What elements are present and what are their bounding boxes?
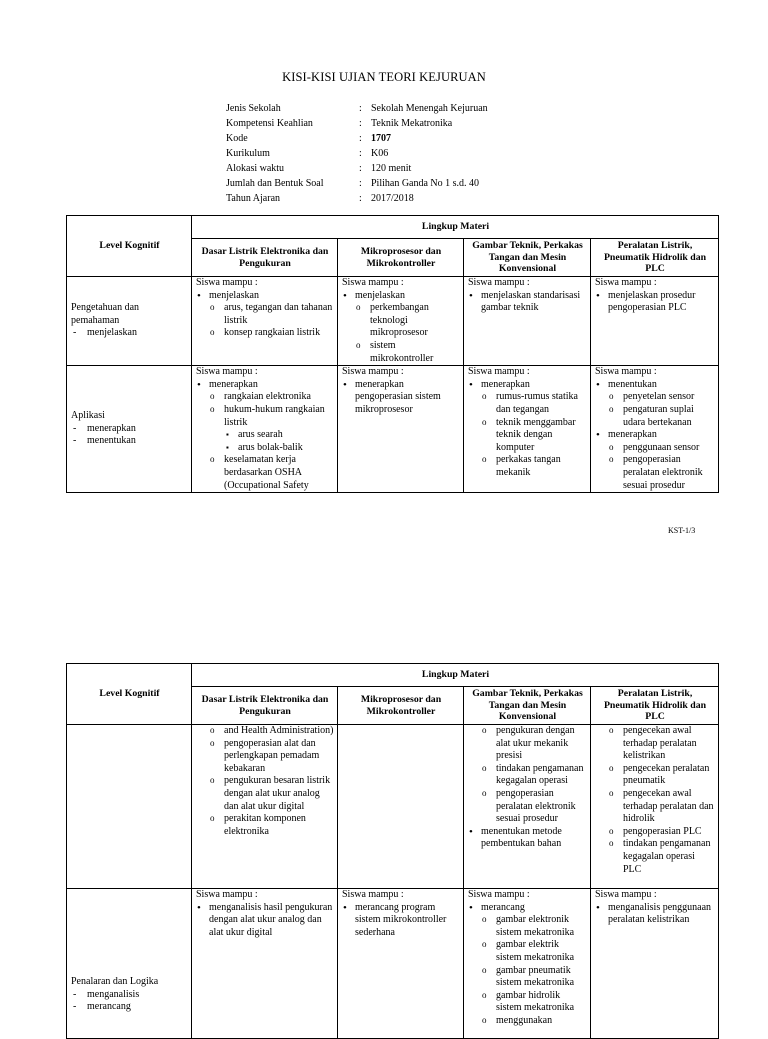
sub-bullet-item: o perakitan komponen elektronika: [196, 813, 334, 838]
sub-bullet-item: o sistem mikrokontroller: [342, 340, 460, 365]
meta-row: [226, 116, 488, 131]
level-cell: [67, 889, 192, 1039]
sub-bullet-item: o konsep rangkaian listrik: [196, 327, 334, 340]
intro-text: Siswa mampu :: [595, 366, 657, 378]
level-cell: [67, 725, 192, 889]
meta-colon: :: [359, 193, 362, 204]
meta-colon: :: [359, 148, 362, 159]
level-sub-item: - menjelaskan: [73, 327, 137, 339]
meta-key: Kurikulum: [226, 148, 270, 159]
materi-cell: [338, 366, 464, 493]
sub-bullet-item: o hukum-hukum rangkaian listrik: [196, 404, 334, 429]
intro-text: Siswa mampu :: [342, 277, 404, 288]
meta-value: 1707: [371, 133, 391, 144]
sub-bullet-item: o gambar elektronik sistem mekatronika: [468, 914, 587, 939]
meta-key: Jenis Sekolah: [226, 103, 281, 114]
meta-value: K06: [371, 148, 389, 159]
bullet-item: • merancang program sistem mikrokontroller sederhana: [342, 902, 460, 940]
bullet-item: • menerapkan pengoperasian sistem mikroprosesor: [342, 379, 460, 417]
col-header-peralatan-listrik: Peralatan Listrik, Pneumatik Hidrolik dan PLC: [591, 239, 719, 277]
bullet-item: • menentukan metode pembentukan bahan: [468, 826, 587, 851]
level-title: Pengetahuan dan pemahaman: [71, 302, 140, 326]
meta-key: Tahun Ajaran: [226, 193, 281, 204]
materi-cell: [591, 366, 719, 493]
meta-key: Jumlah dan Bentuk Soal: [226, 178, 324, 189]
col-header-mikroprosesor: Mikroprosesor dan Mikrokontroller: [338, 239, 464, 277]
row-pengetahuan: [67, 277, 719, 366]
sub-bullet-item: o tindakan pengamanan kegagalan operasi PLC: [595, 838, 715, 876]
materi-cell: [338, 725, 464, 889]
meta-row: [226, 101, 488, 116]
materi-cell: [192, 277, 338, 366]
bullet-item: • menerapkan: [595, 429, 715, 442]
bullet-item: • merancang: [468, 902, 587, 915]
materi-cell: [192, 366, 338, 493]
col-header-dasar-listrik: Dasar Listrik Elektronika dan Pengukuran: [192, 239, 338, 277]
sub-bullet-item: o gambar pneumatik sistem mekatronika: [468, 965, 587, 990]
intro-text: Siswa mampu :: [468, 366, 530, 378]
sub-sub-bullet-item: ▪ arus bolak-balik: [196, 442, 334, 455]
materi-cell: [591, 725, 719, 889]
intro-text: Siswa mampu :: [342, 366, 404, 378]
sub-bullet-item: o gambar elektrik sistem mekatronika: [468, 939, 587, 964]
materi-cell: [464, 725, 591, 889]
level-kognitif-header: Level Kognitif: [67, 664, 192, 725]
materi-cell: [464, 366, 591, 493]
level-sub-item: - menganalisis: [73, 988, 140, 1000]
meta-row: [226, 131, 488, 146]
page-number: KST-1/3: [668, 526, 696, 535]
materi-cell: [464, 889, 591, 1039]
meta-colon: :: [359, 163, 362, 174]
sub-bullet-item: o pengoperasian peralatan elektronik sesuai prosedur: [468, 788, 587, 826]
level-title: Aplikasi: [71, 410, 105, 422]
intro-text: Siswa mampu :: [196, 277, 258, 288]
meta-colon: :: [359, 103, 362, 114]
document-title: KISI-KISI UJIAN TEORI KEJURUAN: [282, 70, 486, 84]
meta-key: Kompetensi Keahlian: [226, 118, 313, 129]
level-sub-item: - menentukan: [73, 435, 136, 447]
materi-cell: [338, 277, 464, 366]
meta-row: [226, 146, 488, 161]
meta-row: [226, 191, 488, 206]
col-header-dasar-listrik: Dasar Listrik Elektronika dan Pengukuran: [192, 687, 338, 725]
row-aplikasi: [67, 366, 719, 493]
kisi-kisi-table-page2: [66, 663, 719, 1039]
sub-bullet-item: o pengukuran besaran listrik dengan alat ukur analog dan alat ukur digital: [196, 775, 334, 813]
sub-bullet-item: o pengukuran dengan alat ukur mekanik presisi: [468, 725, 587, 763]
sub-bullet-item: o pengoperasian peralatan elektronik sesuai prosedur: [595, 454, 715, 492]
sub-bullet-item: o pengoperasian alat dan perlengkapan pemadam kebakaran: [196, 738, 334, 776]
bullet-item: • menjelaskan standarisasi gambar teknik: [468, 290, 587, 315]
intro-text: Siswa mampu :: [196, 366, 258, 378]
kisi-kisi-table-page1: [66, 215, 719, 493]
meta-value: Pilihan Ganda No 1 s.d. 40: [371, 178, 480, 189]
col-header-mikroprosesor: Mikroprosesor dan Mikrokontroller: [338, 687, 464, 725]
level-kognitif-header: Level Kognitif: [67, 216, 192, 277]
meta-info-table: [226, 101, 488, 206]
sub-bullet-item: o gambar hidrolik sistem mekatronika: [468, 990, 587, 1015]
lingkup-materi-header: Lingkup Materi: [192, 664, 719, 687]
bullet-item: • menjelaskan: [342, 290, 460, 303]
materi-cell: [192, 725, 338, 889]
sub-bullet-item: o pengoperasian PLC: [595, 826, 715, 839]
lingkup-materi-header: Lingkup Materi: [192, 216, 719, 239]
sub-bullet-item: o tindakan pengamanan kegagalan operasi: [468, 763, 587, 788]
row-aplikasi-continued: [67, 725, 719, 889]
sub-bullet-item: o keselamatan kerja berdasarkan OSHA (Occupational Safety: [196, 454, 334, 492]
sub-bullet-item: o pengecekan awal terhadap peralatan dan hidrolik: [595, 788, 715, 826]
intro-text: Siswa mampu :: [468, 889, 530, 900]
col-header-gambar-teknik: Gambar Teknik, Perkakas Tangan dan Mesin Konvensional: [464, 687, 591, 725]
materi-cell: [192, 889, 338, 1039]
col-header-peralatan-listrik: Peralatan Listrik, Pneumatik Hidrolik dan PLC: [591, 687, 719, 725]
meta-value: 2017/2018: [371, 193, 414, 204]
bullet-item: • menerapkan: [468, 379, 587, 392]
col-header-gambar-teknik: Gambar Teknik, Perkakas Tangan dan Mesin Konvensional: [464, 239, 591, 277]
sub-bullet-item: o pengecekan awal terhadap peralatan kelistrikan: [595, 725, 715, 763]
bullet-item: • menjelaskan prosedur pengoperasian PLC: [595, 290, 715, 315]
bullet-item: • menentukan: [595, 379, 715, 392]
materi-cell: [464, 277, 591, 366]
meta-colon: :: [359, 118, 362, 129]
level-title: Penalaran dan Logika: [71, 976, 159, 987]
meta-value: 120 menit: [371, 163, 412, 174]
sub-bullet-item: o arus, tegangan dan tahanan listrik: [196, 302, 334, 327]
meta-colon: :: [359, 133, 362, 144]
row-penalaran: [67, 889, 719, 1039]
intro-text: Siswa mampu :: [595, 277, 657, 288]
sub-bullet-item: o rumus-rumus statika dan tegangan: [468, 391, 587, 416]
meta-key: Alokasi waktu: [226, 163, 285, 174]
intro-text: Siswa mampu :: [595, 889, 657, 900]
sub-bullet-item: o perkembangan teknologi mikroprosesor: [342, 302, 460, 340]
sub-bullet-item: o perkakas tangan mekanik: [468, 454, 587, 479]
bullet-item: • menjelaskan: [196, 290, 334, 303]
intro-text: Siswa mampu :: [342, 889, 404, 900]
intro-text: Siswa mampu :: [196, 889, 258, 900]
level-sub-item: - merancang: [73, 1001, 131, 1013]
level-sub-item: - menerapkan: [73, 422, 136, 434]
sub-bullet-item: o teknik menggambar teknik dengan komputer: [468, 417, 587, 455]
meta-value: Teknik Mekatronika: [371, 118, 453, 129]
level-cell: [67, 366, 192, 493]
sub-bullet-item: o pengaturan suplai udara bertekanan: [595, 404, 715, 429]
meta-row: [226, 176, 488, 191]
sub-bullet-item: o penyetelan sensor: [595, 391, 715, 404]
bullet-item: • menerapkan: [196, 379, 334, 392]
sub-bullet-item: o pengecekan peralatan pneumatik: [595, 763, 715, 788]
materi-cell: [591, 889, 719, 1039]
sub-bullet-item: o menggunakan: [468, 1015, 587, 1028]
bullet-item: • menganalisis penggunaan peralatan kelistrikan: [595, 902, 715, 927]
bullet-item: • menganalisis hasil pengukuran dengan alat ukur analog dan alat ukur digital: [196, 902, 334, 940]
materi-cell: [591, 277, 719, 366]
sub-bullet-item: o penggunaan sensor: [595, 442, 715, 455]
level-cell: [67, 277, 192, 366]
continued-text: o and Health Administration): [196, 725, 334, 738]
materi-cell: [338, 889, 464, 1039]
meta-key: Kode: [226, 133, 248, 144]
meta-colon: :: [359, 178, 362, 189]
intro-text: Siswa mampu :: [468, 277, 530, 288]
sub-sub-bullet-item: ▪ arus searah: [196, 429, 334, 442]
meta-row: [226, 161, 488, 176]
sub-bullet-item: o rangkaian elektronika: [196, 391, 334, 404]
meta-value: Sekolah Menengah Kejuruan: [371, 103, 488, 114]
